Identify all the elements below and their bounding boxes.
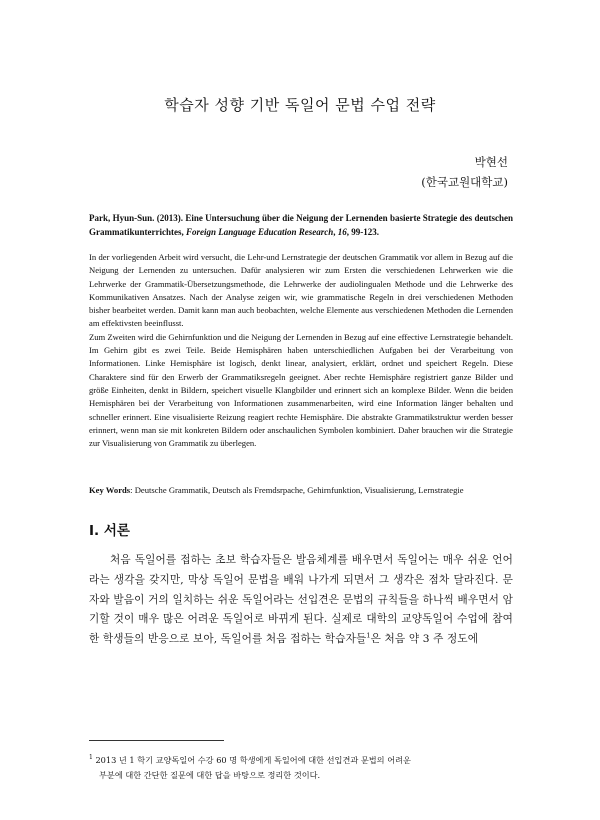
paper-title: 학습자 성향 기반 독일어 문법 수업 전략 (164, 96, 436, 114)
keywords-label: Key Words (89, 485, 131, 495)
citation-journal: Foreign Language Education Research (185, 226, 334, 237)
body-text-after: 은 처음 약 3 주 정도에 (370, 633, 479, 646)
author-affiliation: (한국교원대학교) (421, 175, 508, 189)
footnote-reference[interactable]: 1 (366, 631, 371, 640)
author-block (421, 152, 508, 192)
body-paragraph (89, 551, 513, 650)
citation-pages: , 99-123. (346, 226, 379, 237)
footnote (89, 751, 513, 782)
citation-volume: 16 (337, 226, 347, 237)
keywords-text: : Deutsche Grammatik, Deutsch als Fremdsrpache, Gehirnfunktion, Visualisierung, Lernstrategie (130, 485, 464, 495)
footnote-text-line-2: 부분에 대한 간단한 질문에 대한 답을 바탕으로 정리한 것이다. (99, 769, 321, 780)
abstract-paragraph-2: Zum Zweiten wird die Gehirnfunktion und die Neigung der Lernenden in Bezug auf eine effective Lernstrategie behandelt. Im Gehirn gibt es zwei Teile. Beide Hemisphären haben unterschiedlichen Aufgaben bei der Verarbeitung von Informationen. Linke Hemisphäre ist logisch, denkt linear, analysiert, erklärt, ordnet und speichert Regeln. Diese Charaktere sind für den Erwerb der Grammatiksregeln geeignet. Aber rechte Hemisphäre registriert ganze Bilder und größe Einheiten, denkt in Bildern, speichert visuelle Klangbilder und erinnert sich an komplexe Bilder. Wenn die beiden Hemisphären bei der Verarbeitung von Informationen zusammenarbeiten, wird eine Information länger behalten und schneller erinnert. Eine visualisierte Reizung reagiert rechte Hemisphäre. Die abstrakte Grammatikstruktur werden besser erinnert, wenn man sie mit konkreten Bildern oder anschaulichen Symbolen kombiniert. Daher brauchen wir die Strategie zur Visualisierung von Grammatik zu überlegen. (89, 331, 513, 449)
keywords (89, 484, 513, 497)
footnote-divider (89, 740, 224, 741)
body-text-before: 처음 독일어를 접하는 초보 학습자들은 발음체계를 배우면서 독일어는 매우 쉬운 언어라는 생각을 갖지만, 막상 독일어 문법을 배워 나가게 되면서 그 생각은 점차 달라진다. 문자와 발음이 거의 일치하는 쉬운 독일어라는 선입견은 문법의 규칙들을 하나씩 배우면서 암기할 것이 매우 많은 어려운 독일어로 바뀌게 된다. 실제로 대학의 교양독일어 수업에 참여한 학생들의 반응으로 보아, 독일어를 처음 접하는 학습자들 (89, 554, 513, 646)
section-heading: Ⅰ. 서론 (89, 523, 130, 539)
citation-comma: , (333, 226, 338, 237)
footnote-number: 1 (89, 754, 93, 761)
citation (89, 212, 513, 239)
abstract-paragraph-1: In der vorliegenden Arbeit wird versucht, die Lehr-und Lernstrategie der deutschen Grammatik vor allem in Bezug auf die Neigung der Lernenden zu untersuchen. Dafür analysieren wir zum Ersten die verschiedenen Lehrwerken wie die Lehrwerke der Grammatik-Übersetzungsmethode, die Lehrwerke der audiolingualen Methode und die Lehrwerke des Kommunikativen Ansatzes. Nach der Analyse zeigen wir, wie grammatische Regeln in drei verschiedenen Methoden bisher bearbeitet werden. Damit kann man auch beobachten, welche Elemente aus verschiedenen Methoden die Lernenden am effektivsten beeinflusst. (89, 252, 513, 329)
citation-prefix: Park, Hyun-Sun. (2013). Eine Untersuchung über die Neigung der Lernenden basierte Strategie des deutschen Grammatikunterrichtes, (89, 213, 513, 237)
footnote-text-line-1: 2013 년 1 학기 교양독일어 수강 60 명 학생에게 독일어에 대한 선입견과 문법의 어려운 (95, 755, 411, 765)
author-name: 박현선 (474, 155, 508, 169)
abstract (89, 251, 513, 450)
